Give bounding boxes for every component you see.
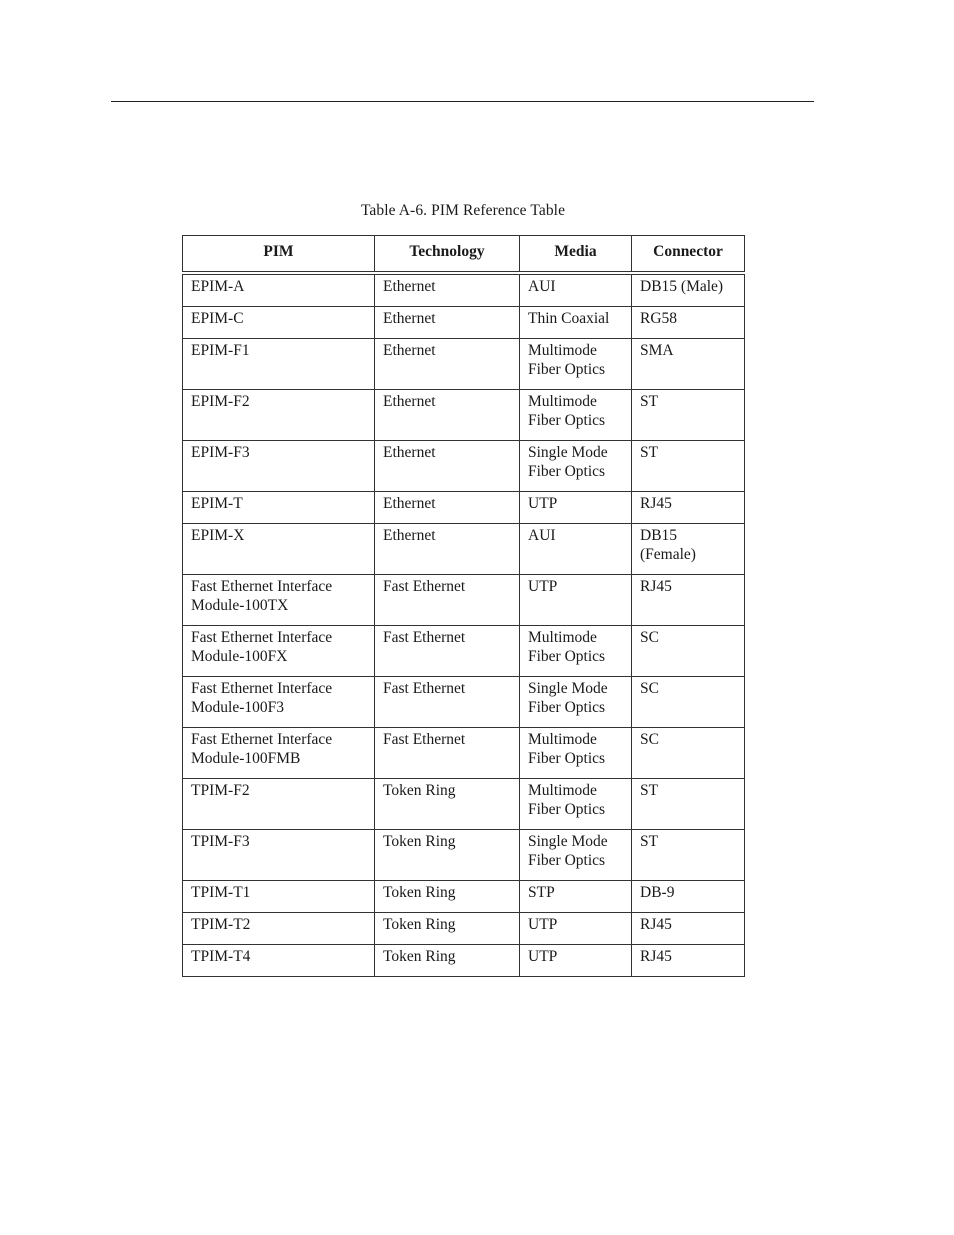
- cell-media: UTP: [520, 913, 632, 945]
- cell-connector: SC: [632, 728, 745, 779]
- cell-media: Single Mode Fiber Optics: [520, 441, 632, 492]
- cell-connector: ST: [632, 830, 745, 881]
- cell-connector: DB15 (Female): [632, 524, 745, 575]
- cell-pim: EPIM-X: [183, 524, 375, 575]
- cell-pim: TPIM-T1: [183, 881, 375, 913]
- cell-technology: Token Ring: [375, 945, 520, 977]
- cell-connector: ST: [632, 390, 745, 441]
- cell-media: Multimode Fiber Optics: [520, 626, 632, 677]
- table-row: [183, 728, 745, 779]
- cell-media: UTP: [520, 492, 632, 524]
- table-row: [183, 524, 745, 575]
- cell-connector: SMA: [632, 339, 745, 390]
- cell-connector: RJ45: [632, 575, 745, 626]
- cell-technology: Ethernet: [375, 492, 520, 524]
- cell-connector: SC: [632, 677, 745, 728]
- cell-technology: Token Ring: [375, 779, 520, 830]
- cell-technology: Token Ring: [375, 881, 520, 913]
- cell-pim: EPIM-A: [183, 273, 375, 307]
- cell-pim: EPIM-T: [183, 492, 375, 524]
- cell-connector: DB15 (Male): [632, 273, 745, 307]
- cell-media: Multimode Fiber Optics: [520, 728, 632, 779]
- cell-technology: Ethernet: [375, 441, 520, 492]
- cell-technology: Ethernet: [375, 307, 520, 339]
- table-row: [183, 492, 745, 524]
- cell-pim: Fast Ethernet Interface Module-100F3: [183, 677, 375, 728]
- cell-media: Thin Coaxial: [520, 307, 632, 339]
- cell-media: AUI: [520, 524, 632, 575]
- cell-connector: RJ45: [632, 913, 745, 945]
- column-header-technology: Technology: [375, 236, 520, 274]
- cell-technology: Ethernet: [375, 390, 520, 441]
- cell-technology: Token Ring: [375, 913, 520, 945]
- cell-connector: DB-9: [632, 881, 745, 913]
- cell-pim: EPIM-C: [183, 307, 375, 339]
- table-row: [183, 626, 745, 677]
- cell-connector: RJ45: [632, 945, 745, 977]
- cell-media: UTP: [520, 945, 632, 977]
- table-row: [183, 779, 745, 830]
- cell-pim: Fast Ethernet Interface Module-100TX: [183, 575, 375, 626]
- cell-technology: Ethernet: [375, 339, 520, 390]
- cell-connector: RJ45: [632, 492, 745, 524]
- header-rule: [111, 101, 814, 102]
- cell-media: AUI: [520, 273, 632, 307]
- cell-pim: TPIM-T2: [183, 913, 375, 945]
- cell-connector: RG58: [632, 307, 745, 339]
- cell-pim: TPIM-F3: [183, 830, 375, 881]
- table-row: [183, 273, 745, 307]
- cell-media: UTP: [520, 575, 632, 626]
- cell-connector: SC: [632, 626, 745, 677]
- column-header-pim: PIM: [183, 236, 375, 274]
- cell-technology: Ethernet: [375, 273, 520, 307]
- table-row: [183, 677, 745, 728]
- table-caption: Table A-6. PIM Reference Table: [360, 202, 566, 219]
- cell-connector: ST: [632, 779, 745, 830]
- cell-media: Multimode Fiber Optics: [520, 779, 632, 830]
- cell-media: Single Mode Fiber Optics: [520, 830, 632, 881]
- table-row: [183, 913, 745, 945]
- cell-technology: Token Ring: [375, 830, 520, 881]
- cell-pim: TPIM-T4: [183, 945, 375, 977]
- table-row: [183, 390, 745, 441]
- cell-technology: Fast Ethernet: [375, 575, 520, 626]
- cell-technology: Ethernet: [375, 524, 520, 575]
- cell-pim: Fast Ethernet Interface Module-100FX: [183, 626, 375, 677]
- cell-pim: Fast Ethernet Interface Module-100FMB: [183, 728, 375, 779]
- table-row: [183, 307, 745, 339]
- column-header-connector: Connector: [632, 236, 745, 274]
- cell-technology: Fast Ethernet: [375, 728, 520, 779]
- table-row: [183, 881, 745, 913]
- table-row: [183, 575, 745, 626]
- cell-pim: TPIM-F2: [183, 779, 375, 830]
- cell-media: STP: [520, 881, 632, 913]
- pim-reference-table: [182, 235, 745, 977]
- cell-media: Single Mode Fiber Optics: [520, 677, 632, 728]
- cell-media: Multimode Fiber Optics: [520, 339, 632, 390]
- cell-connector: ST: [632, 441, 745, 492]
- cell-technology: Fast Ethernet: [375, 626, 520, 677]
- table-header-row: [183, 236, 745, 274]
- cell-pim: EPIM-F3: [183, 441, 375, 492]
- cell-media: Multimode Fiber Optics: [520, 390, 632, 441]
- table-row: [183, 441, 745, 492]
- cell-pim: EPIM-F1: [183, 339, 375, 390]
- table-row: [183, 830, 745, 881]
- column-header-media: Media: [520, 236, 632, 274]
- cell-pim: EPIM-F2: [183, 390, 375, 441]
- table-row: [183, 339, 745, 390]
- table-row: [183, 945, 745, 977]
- cell-technology: Fast Ethernet: [375, 677, 520, 728]
